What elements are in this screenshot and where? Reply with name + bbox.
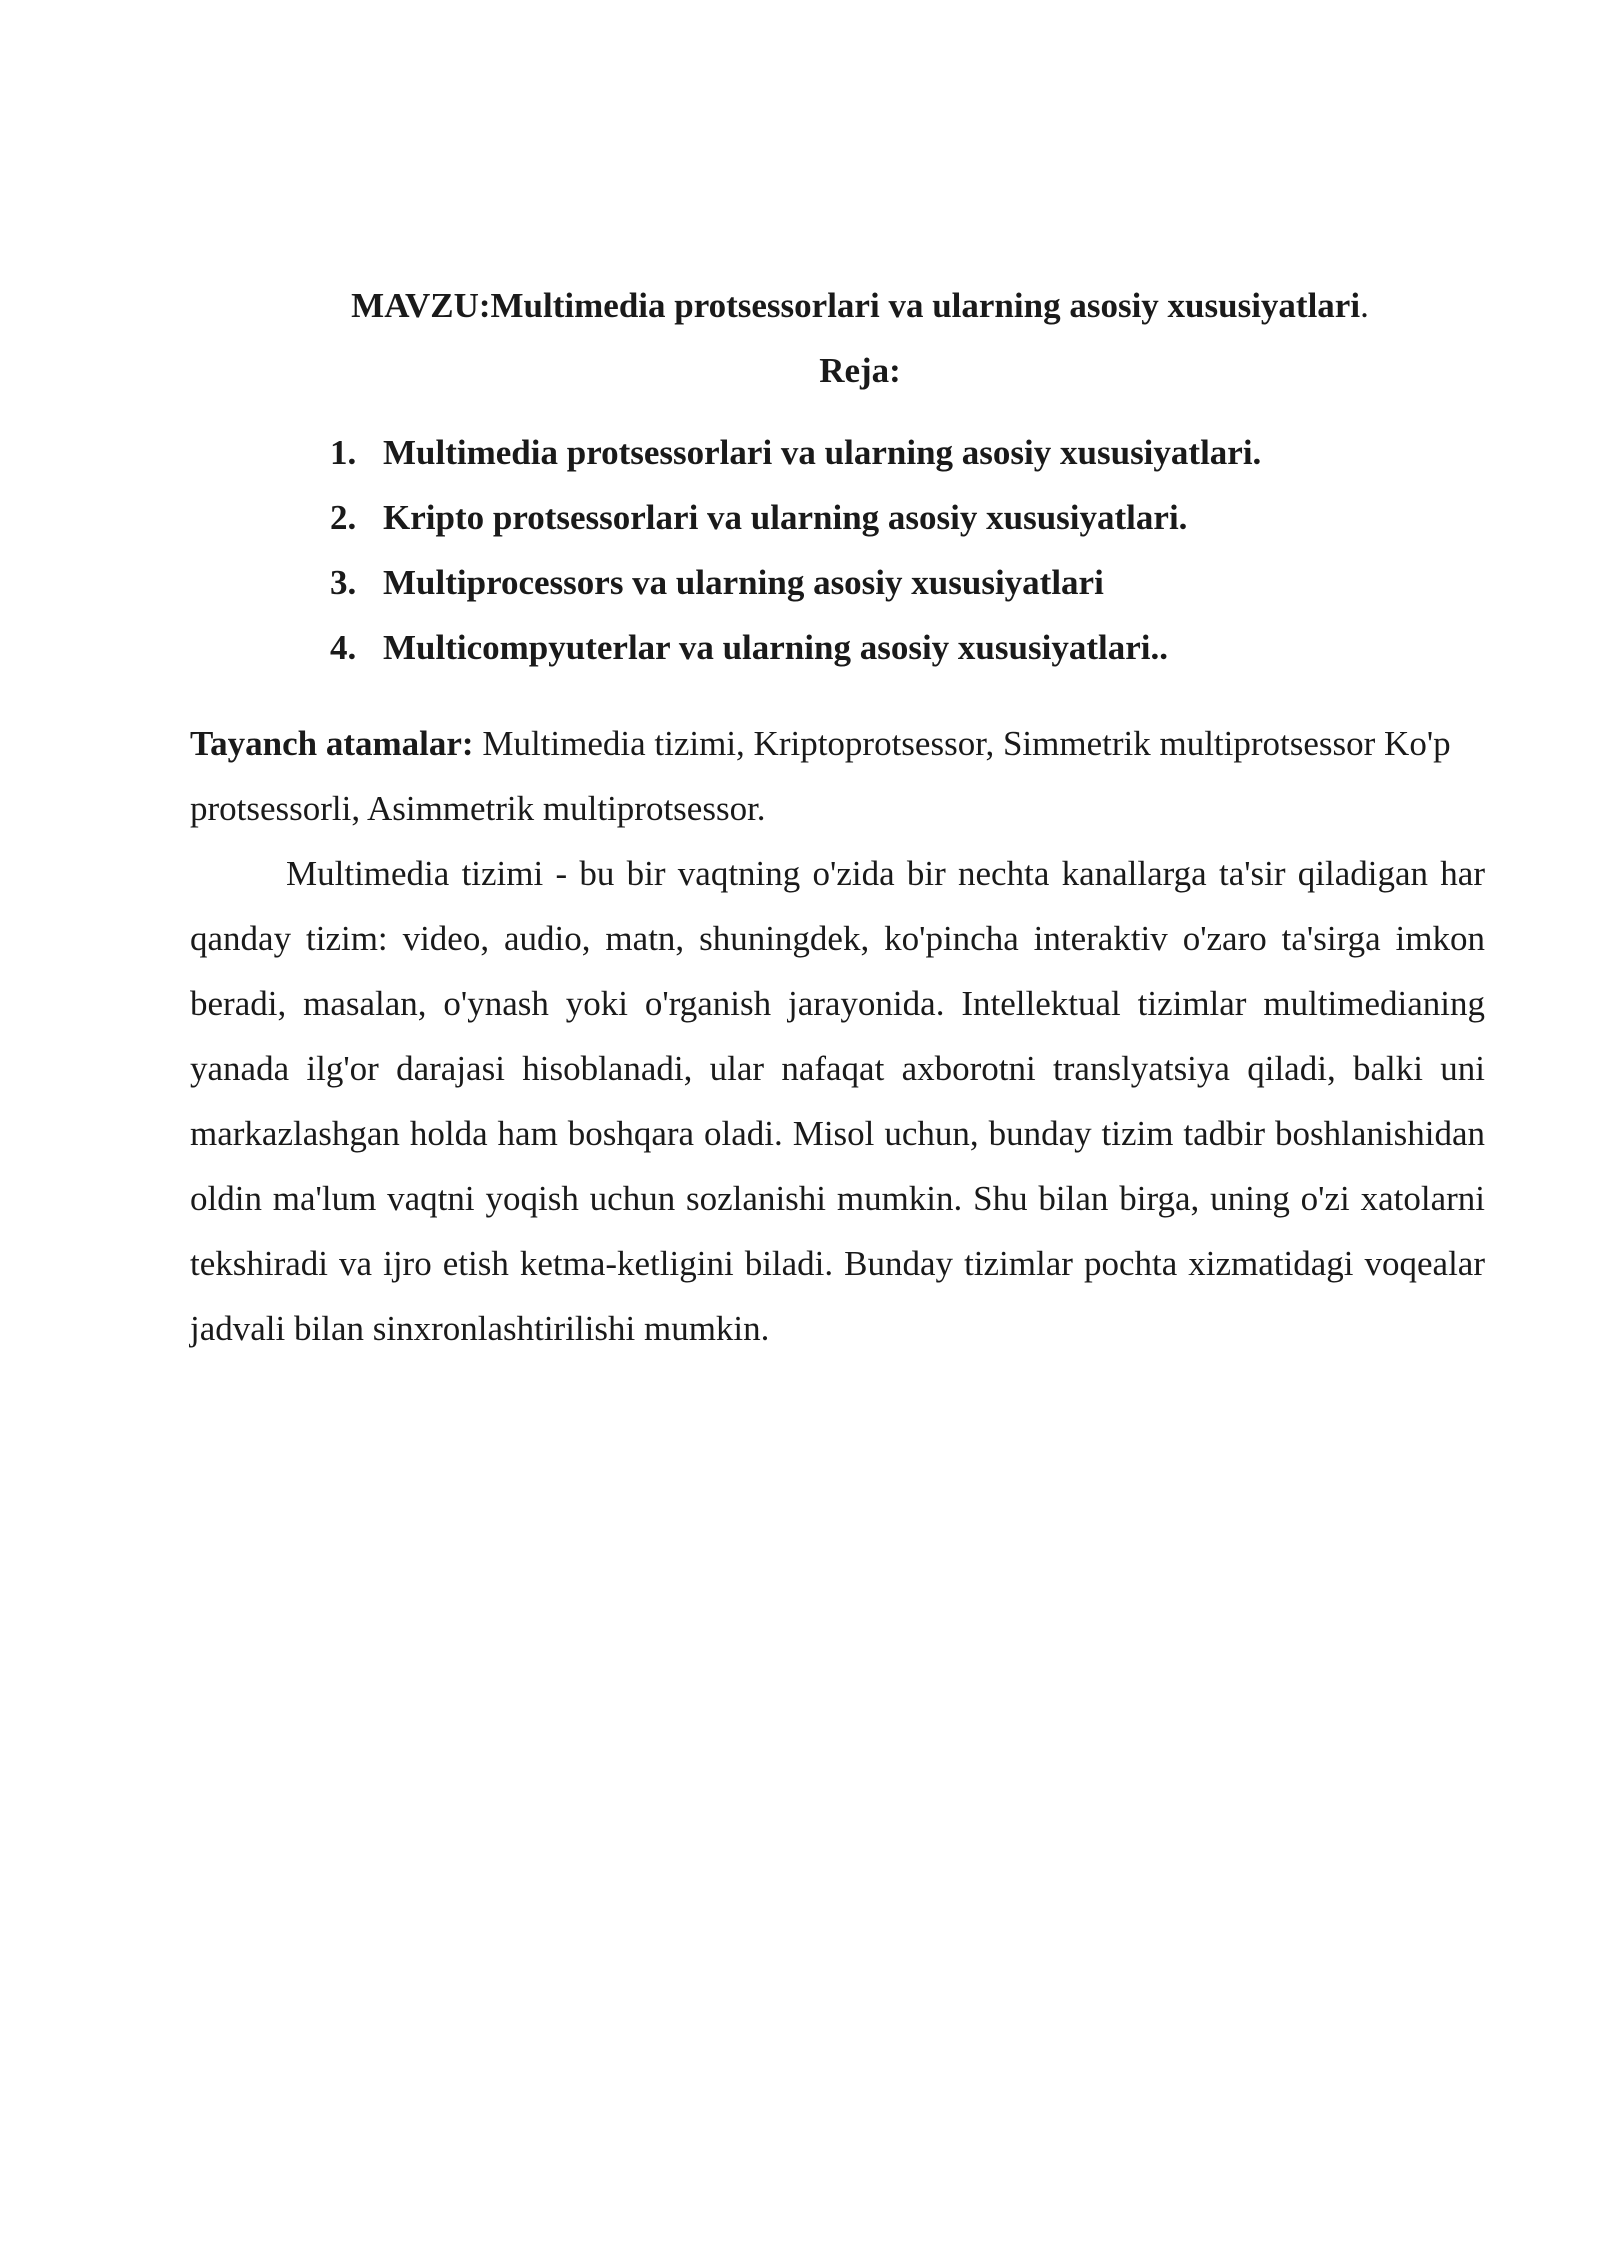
- plan-item-number: 4.: [330, 628, 357, 667]
- document-title: [190, 279, 1530, 333]
- document-title-text: MAVZU:Multimedia protsessorlari va ularning asosiy xususiyatlari: [351, 286, 1361, 325]
- plan-item: [330, 491, 1261, 556]
- plan-item-number: 3.: [330, 563, 357, 602]
- plan-item-text: Multimedia protsessorlari va ularning asosiy xususiyatlari.: [383, 433, 1262, 472]
- plan-item: [330, 556, 1261, 621]
- plan-list: [330, 426, 1261, 686]
- plan-item-text: Multicompyuterlar va ularning asosiy xususiyatlari..: [383, 628, 1168, 667]
- body-paragraph: Multimedia tizimi - bu bir vaqtning o'zida bir nechta kanallarga ta'sir qiladigan har qanday tizim: video, audio, matn, shuningdek, ko'pincha interaktiv o'zaro ta'sirga imkon beradi, masalan, o'ynash yoki o'rganish jarayonida. Intellektual tizimlar multimedianing yanada ilg'or darajasi hisoblanadi, ular nafaqat axborotni translyatsiya qiladi, balki uni markazlashgan holda ham boshqara oladi. Misol uchun, bunday tizim tadbir boshlanishidan oldin ma'lum vaqtni yoqish uchun sozlanishi mumkin. Shu bilan birga, uning o'zi xatolarni tekshiradi va ijro etish ketma-ketligini biladi. Bunday tizimlar pochta xizmatidagi voqealar jadvali bilan sinxronlashtirilishi mumkin.: [190, 854, 1485, 1348]
- plan-item: [330, 426, 1261, 491]
- document-title-period: .: [1360, 286, 1369, 325]
- plan-heading: Reja:: [819, 351, 901, 390]
- plan-item-text: Kripto protsessorlari va ularning asosiy xususiyatlari.: [383, 498, 1188, 537]
- plan-item-number: 2.: [330, 498, 357, 537]
- plan-item-number: 1.: [330, 433, 357, 472]
- keywords-block: [190, 711, 1485, 841]
- plan-item-text: Multiprocessors va ularning asosiy xususiyatlari: [383, 563, 1104, 602]
- keywords-text: Multimedia tizimi, Kriptoprotsessor, Simmetrik multiprotsessor Ko'p protsessorli, Asimmetrik multiprotsessor.: [190, 724, 1451, 828]
- plan-item: [330, 621, 1261, 686]
- keywords-label: Tayanch atamalar:: [190, 724, 474, 763]
